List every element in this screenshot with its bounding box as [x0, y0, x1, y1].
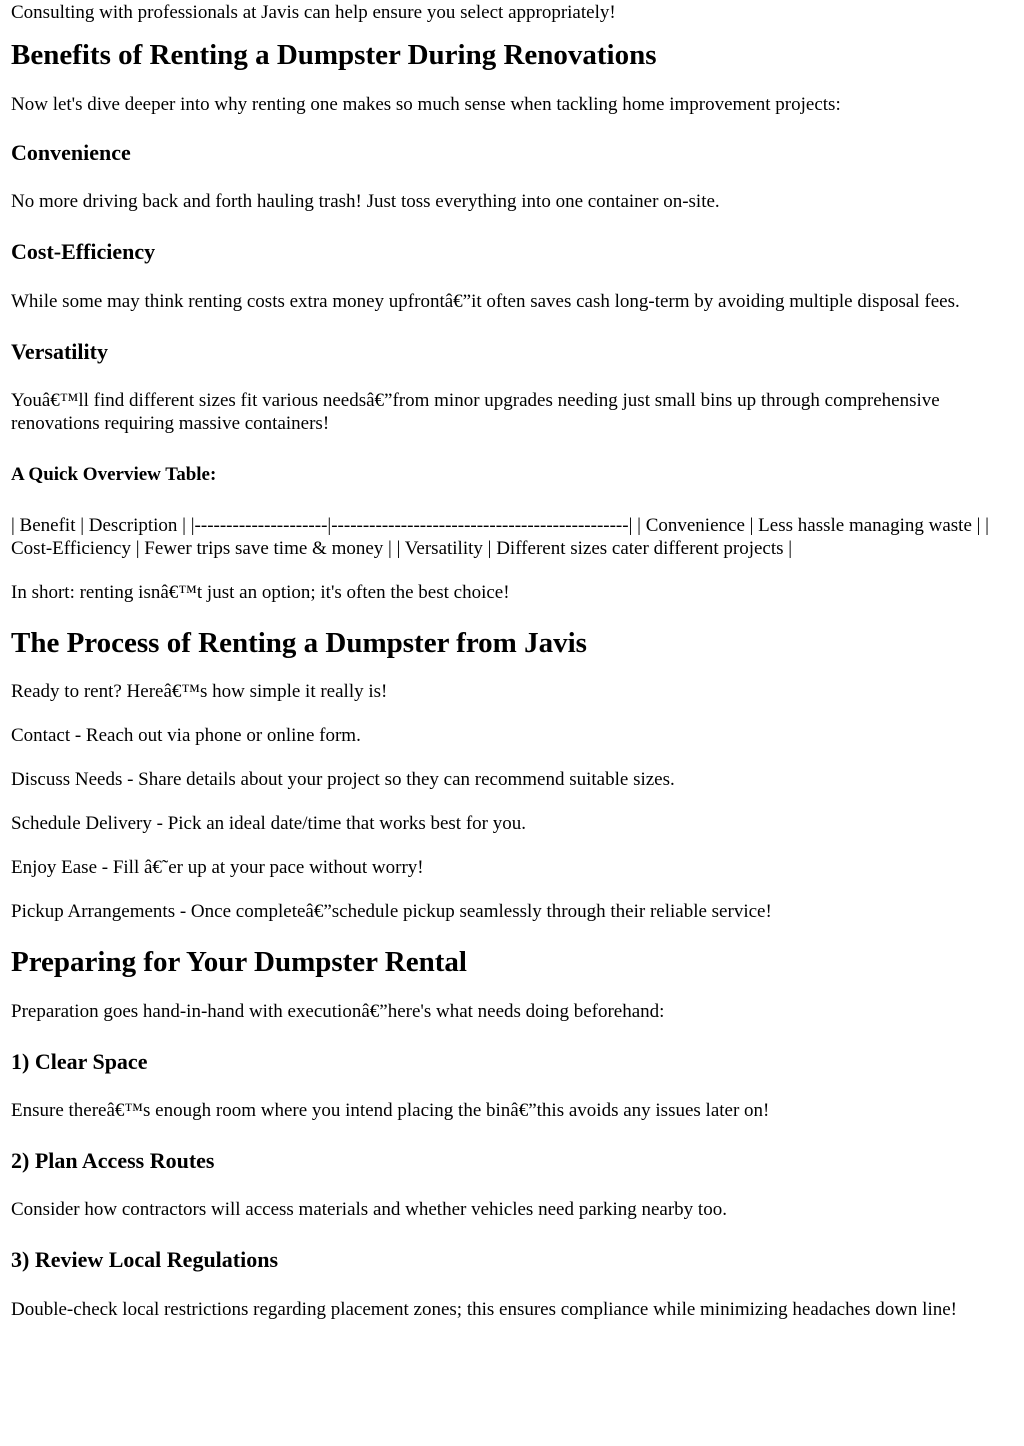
process-lead: Ready to rent? Hereâ€™s how simple it really is! [11, 681, 388, 702]
process-step: Schedule Delivery - Pick an ideal date/time that works best for you. [11, 813, 526, 834]
benefit-cost-efficiency-text: While some may think renting costs extra money upfrontâ€”it often saves cash long-term by avoiding multiple disposal fees. [11, 291, 960, 312]
process-heading: The Process of Renting a Dumpster from Javis [11, 627, 587, 659]
preparing-lead: Preparation goes hand-in-hand with executionâ€”here's what needs doing beforehand: [11, 1001, 665, 1022]
benefits-heading: Benefits of Renting a Dumpster During Renovations [11, 39, 657, 71]
benefit-convenience-title: Convenience [11, 140, 131, 165]
prep-local-regulations-title: 3) Review Local Regulations [11, 1247, 279, 1272]
benefit-versatility-title: Versatility [11, 339, 108, 364]
benefit-versatility-text: Youâ€™ll find different sizes fit various needsâ€”from minor upgrades needing just small bins up through comprehensive renovations requiring massive containers! [11, 390, 940, 434]
process-step: Pickup Arrangements - Once completeâ€”schedule pickup seamlessly through their reliable service! [11, 901, 772, 922]
benefit-convenience-text: No more driving back and forth hauling trash! Just toss everything into one container on-site. [11, 191, 720, 212]
process-step: Enjoy Ease - Fill â€˜er up at your pace without worry! [11, 857, 424, 878]
preparing-heading: Preparing for Your Dumpster Rental [11, 946, 467, 978]
benefits-summary: In short: renting isnâ€™t just an option; it's often the best choice! [11, 582, 510, 603]
prep-clear-space-title: 1) Clear Space [11, 1049, 148, 1074]
overview-table-heading: A Quick Overview Table: [11, 464, 217, 485]
benefit-cost-efficiency-title: Cost-Efficiency [11, 239, 156, 264]
prep-clear-space-text: Ensure thereâ€™s enough room where you intend placing the binâ€”this avoids any issues later on! [11, 1100, 770, 1121]
overview-table-raw: | Benefit | Description | |---------------------|-----------------------------------------------| | Convenience | Less hassle managing waste | | Cost-Efficiency | Fewer trips save time & money | | Versatility | Different sizes cater different projects | [11, 515, 989, 559]
process-step: Discuss Needs - Share details about your project so they can recommend suitable sizes. [11, 769, 675, 790]
prep-access-routes-title: 2) Plan Access Routes [11, 1148, 215, 1173]
prep-local-regulations-text: Double-check local restrictions regarding placement zones; this ensures compliance while minimizing headaches down line! [11, 1299, 957, 1320]
process-step: Contact - Reach out via phone or online form. [11, 725, 361, 746]
prep-access-routes-text: Consider how contractors will access materials and whether vehicles need parking nearby too. [11, 1199, 727, 1220]
intro-paragraph: Consulting with professionals at Javis can help ensure you select appropriately! [11, 2, 616, 23]
benefits-lead: Now let's dive deeper into why renting one makes so much sense when tackling home improvement projects: [11, 94, 841, 115]
